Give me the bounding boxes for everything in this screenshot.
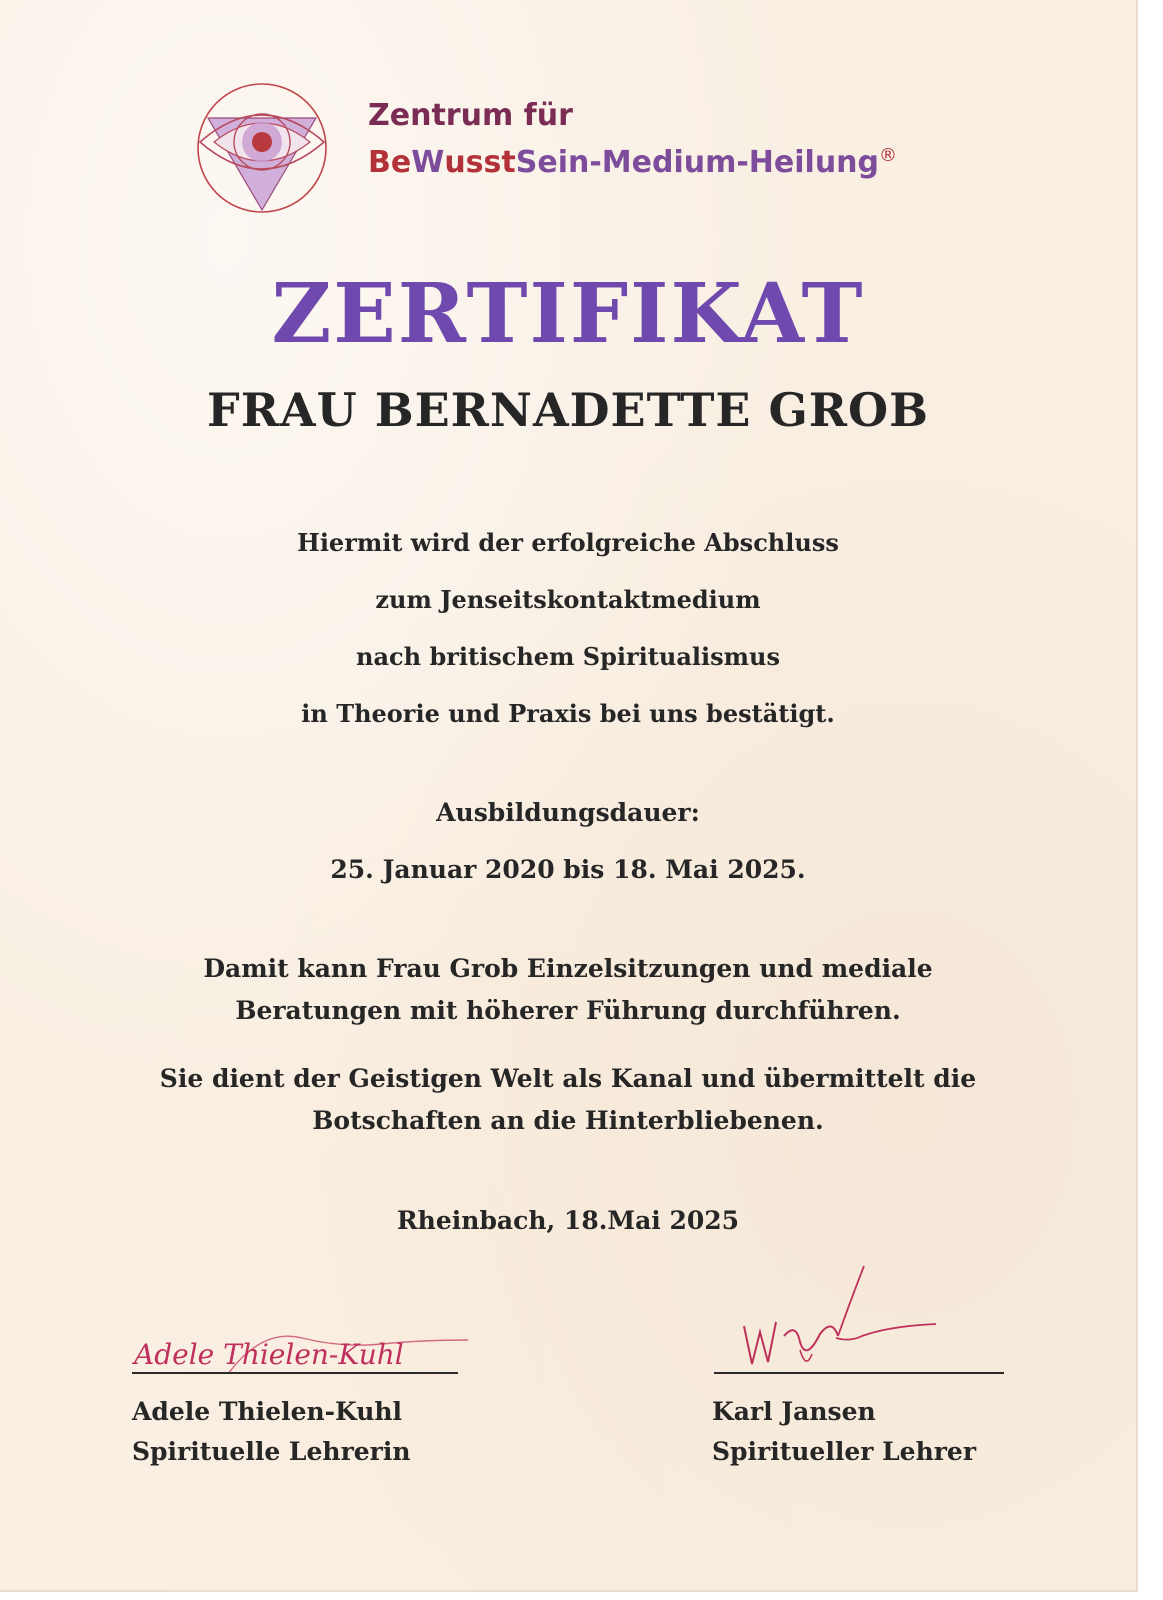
service-text <box>0 1058 1136 1142</box>
organization-line-1: Zentrum für <box>368 98 573 133</box>
permission-text <box>0 948 1136 1032</box>
signatory-role: Spirituelle Lehrerin <box>132 1437 411 1466</box>
signature-right-handwritten <box>740 1262 960 1372</box>
signatory-role: Spiritueller Lehrer <box>712 1437 977 1466</box>
org-part-w: W <box>411 145 445 180</box>
eye-triangle-logo-icon <box>194 80 330 216</box>
org-part-rest: ein-Medium-Heilung <box>537 145 880 180</box>
signatory-name: Adele Thielen-Kuhl <box>132 1397 403 1426</box>
handwritten-signature-text: Adele Thielen-Kuhl <box>134 1338 404 1371</box>
confirmation-line: in Theorie und Praxis bei uns bestätigt. <box>301 699 835 728</box>
signatory-name: Karl Jansen <box>712 1397 876 1426</box>
duration-label: Ausbildungsdauer: <box>436 798 700 827</box>
organization-name <box>368 96 897 183</box>
service-line: Sie dient der Geistigen Welt als Kanal und übermittelt die <box>159 1064 977 1093</box>
organization-line-2 <box>368 136 897 183</box>
permission-line: Damit kann Frau Grob Einzelsitzungen und mediale <box>203 954 933 983</box>
signatory-right <box>712 1392 976 1472</box>
confirmation-line: nach britischem Spiritualismus <box>356 642 780 671</box>
signature-line-right <box>714 1372 1004 1374</box>
registered-mark: ® <box>879 145 898 166</box>
place-date: Rheinbach, 18.Mai 2025 <box>396 1206 740 1235</box>
confirmation-line: Hiermit wird der erfolgreiche Abschluss <box>297 528 839 557</box>
org-part-be: Be <box>368 145 412 180</box>
confirmation-text <box>0 514 1136 742</box>
signatory-left <box>132 1392 411 1472</box>
signature-left-handwritten <box>132 1318 492 1378</box>
permission-line: Beratungen mit höherer Führung durchführen. <box>235 996 901 1025</box>
org-part-usst: usst <box>444 145 516 180</box>
service-line: Botschaften an die Hinterbliebenen. <box>312 1106 824 1135</box>
recipient-name: FRAU BERNADETTE GROB <box>207 383 929 437</box>
signature-line-left <box>132 1372 458 1374</box>
training-duration <box>0 784 1136 898</box>
certificate-title: ZERTIFIKAT <box>271 266 865 362</box>
duration-value: 25. Januar 2020 bis 18. Mai 2025. <box>330 855 806 884</box>
confirmation-line: zum Jenseitskontaktmedium <box>375 585 761 614</box>
org-part-s: S <box>515 145 538 180</box>
